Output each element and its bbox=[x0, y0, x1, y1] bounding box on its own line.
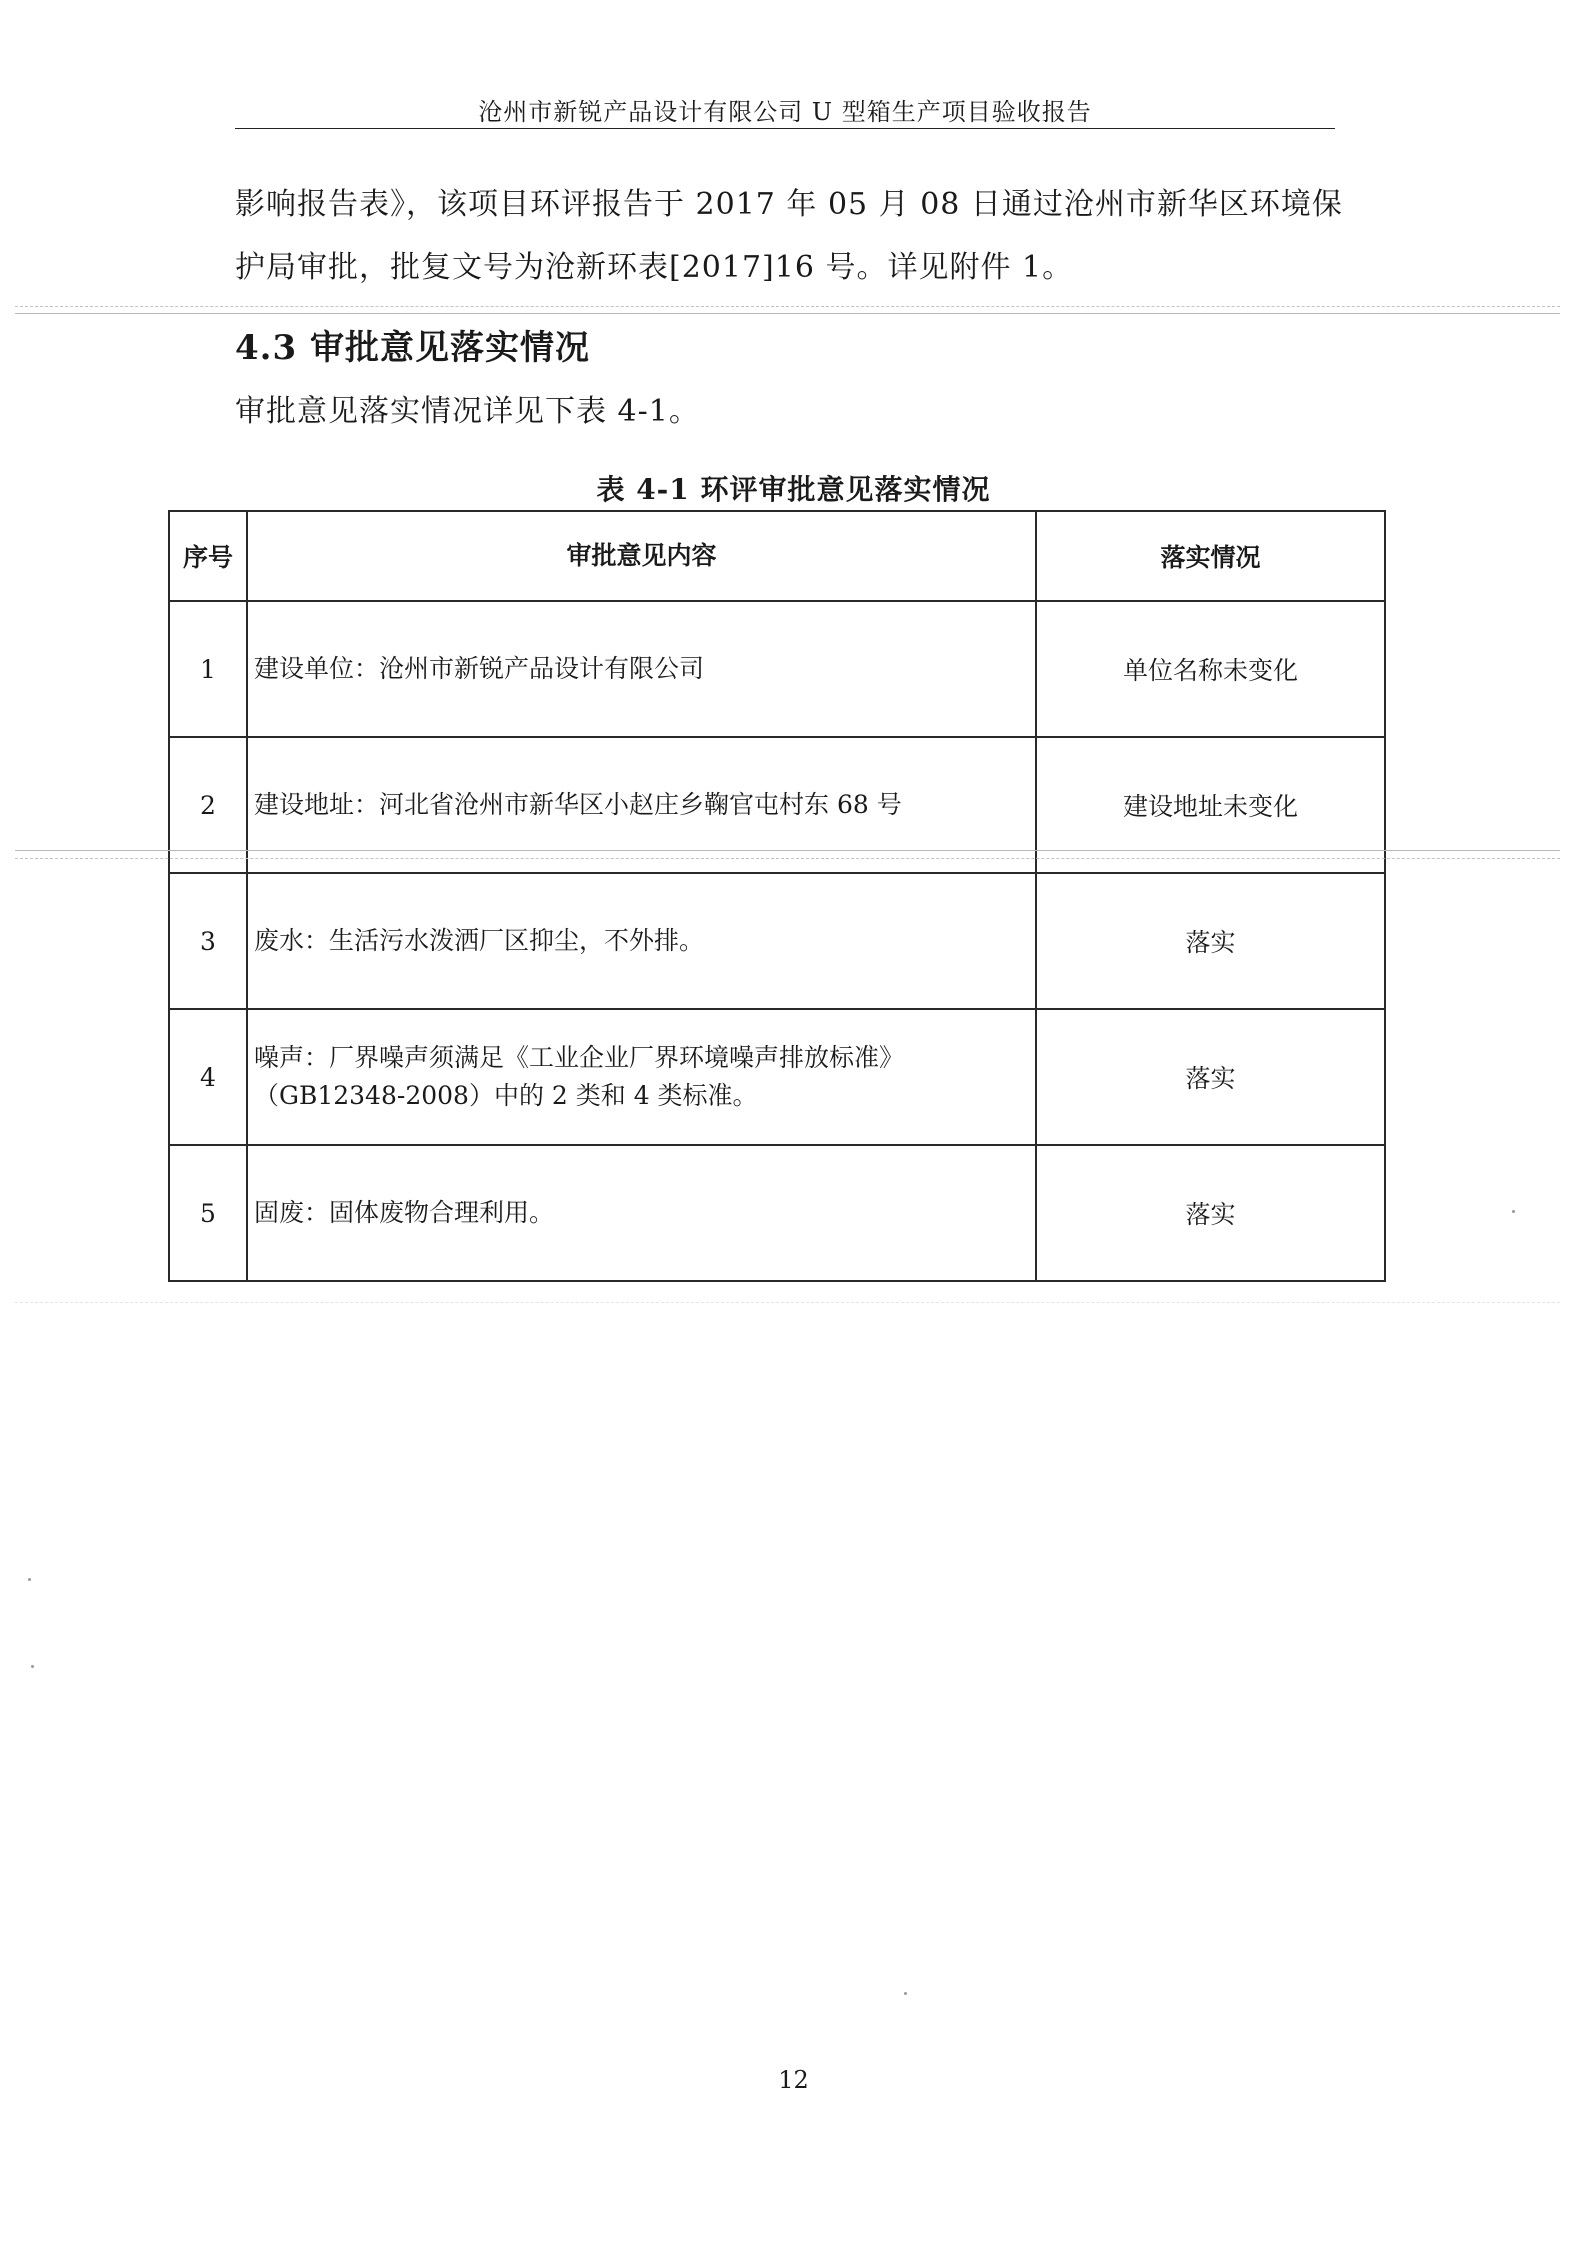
header-content: 审批意见内容 bbox=[247, 511, 1036, 601]
scan-speck bbox=[904, 1992, 907, 1995]
row-content: 废水：生活污水泼洒厂区抑尘，不外排。 bbox=[247, 873, 1036, 1009]
row-status: 落实 bbox=[1036, 1145, 1385, 1281]
row-number: 5 bbox=[169, 1145, 247, 1281]
row-number: 1 bbox=[169, 601, 247, 737]
header-status: 落实情况 bbox=[1036, 511, 1385, 601]
scan-artifact-line bbox=[15, 306, 1560, 307]
running-header: 沧州市新锐产品设计有限公司 U 型箱生产项目验收报告 bbox=[478, 98, 1092, 126]
row-content: 建设单位：沧州市新锐产品设计有限公司 bbox=[247, 601, 1036, 737]
header-rule bbox=[235, 128, 1335, 129]
intro-line-2: 护局审批，批复文号为沧新环表[2017]16 号。详见附件 1。 bbox=[235, 250, 1074, 285]
intro-line-1: 影响报告表》，该项目环评报告于 2017 年 05 月 08 日通过沧州市新华区环境保 bbox=[235, 187, 1343, 222]
table-row bbox=[169, 601, 1385, 737]
row-status: 落实 bbox=[1036, 1009, 1385, 1145]
header-no: 序号 bbox=[169, 511, 247, 601]
scan-speck bbox=[1512, 1210, 1515, 1213]
scan-artifact-line bbox=[15, 313, 1560, 314]
table-row bbox=[169, 1145, 1385, 1281]
table-row bbox=[169, 737, 1385, 873]
table-row bbox=[169, 873, 1385, 1009]
scan-artifact-line bbox=[15, 850, 1560, 851]
table-header-row bbox=[169, 511, 1385, 601]
row-number: 2 bbox=[169, 737, 247, 873]
approval-table bbox=[168, 510, 1386, 1282]
row-number: 3 bbox=[169, 873, 247, 1009]
row-content: 固废：固体废物合理利用。 bbox=[247, 1145, 1036, 1281]
row-content: 建设地址：河北省沧州市新华区小赵庄乡鞠官屯村东 68 号 bbox=[247, 737, 1036, 873]
row-status: 建设地址未变化 bbox=[1036, 737, 1385, 873]
page-number: 12 bbox=[778, 2066, 809, 2094]
row-content: 噪声：厂界噪声须满足《工业企业厂界环境噪声排放标准》（GB12348-2008）中的 2 类和 4 类标准。 bbox=[247, 1009, 1036, 1145]
scan-speck bbox=[28, 1578, 31, 1581]
row-number: 4 bbox=[169, 1009, 247, 1145]
row-status: 落实 bbox=[1036, 873, 1385, 1009]
scan-artifact-line bbox=[15, 858, 1560, 859]
scan-speck bbox=[31, 1665, 34, 1668]
table-row bbox=[169, 1009, 1385, 1145]
section-heading: 4.3 审批意见落实情况 bbox=[235, 328, 590, 368]
table-caption: 表 4-1 环评审批意见落实情况 bbox=[596, 473, 991, 506]
scan-artifact-line bbox=[15, 1302, 1560, 1303]
row-status: 单位名称未变化 bbox=[1036, 601, 1385, 737]
section-lead-paragraph: 审批意见落实情况详见下表 4-1。 bbox=[235, 394, 700, 429]
